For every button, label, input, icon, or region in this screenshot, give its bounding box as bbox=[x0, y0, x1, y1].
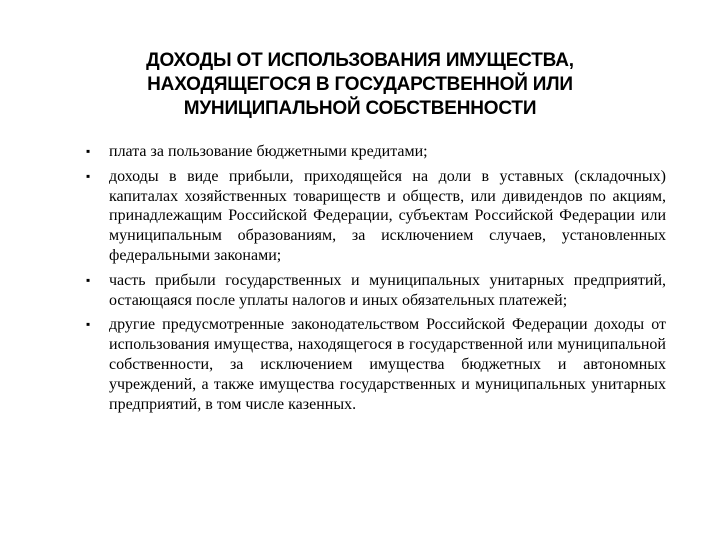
bullet-icon: ▪ bbox=[86, 168, 91, 183]
list-item-text: доходы в виде прибыли, приходящейся на доли в уставных (складочных) капиталах хозяйственных товариществ и обществ, или дивидендов по акциям, принадлежащим Российской Федерации, субъектам Российской Федерации или муниципальным образованиям, за исключением случаев, установленных федеральными законами; bbox=[109, 167, 666, 264]
title-line-3: МУНИЦИПАЛЬНОЙ СОБСТВЕННОСТИ bbox=[183, 98, 537, 119]
list-item bbox=[84, 167, 666, 266]
bullet-icon: ▪ bbox=[86, 317, 91, 332]
list-item-text: другие предусмотренные законодательством Российской Федерации доходы от использования имущества, находящегося в государственной или муниципальной собственности, за исключением имущества бюджетных и автономных учреждений, а также имущества государственных и муниципальных унитарных предприятий, в том числе казенных. bbox=[109, 316, 666, 413]
list-item bbox=[84, 315, 666, 414]
title-line-1: ДОХОДЫ ОТ ИСПОЛЬЗОВАНИЯ ИМУЩЕСТВА, bbox=[146, 50, 574, 71]
list-item bbox=[84, 142, 666, 162]
title-line-2: НАХОДЯЩЕГОСЯ В ГОСУДАРСТВЕННОЙ ИЛИ bbox=[147, 74, 573, 95]
bullet-icon: ▪ bbox=[86, 272, 91, 287]
bullet-icon: ▪ bbox=[86, 144, 91, 158]
list-item bbox=[84, 271, 666, 311]
list-item-text: часть прибыли государственных и муниципальных унитарных предприятий, остающаяся после уплаты налогов и иных обязательных платежей; bbox=[109, 271, 666, 309]
bullet-list bbox=[84, 142, 666, 419]
list-item-text: плата за пользование бюджетными кредитами; bbox=[109, 143, 428, 160]
slide-title bbox=[70, 49, 650, 121]
